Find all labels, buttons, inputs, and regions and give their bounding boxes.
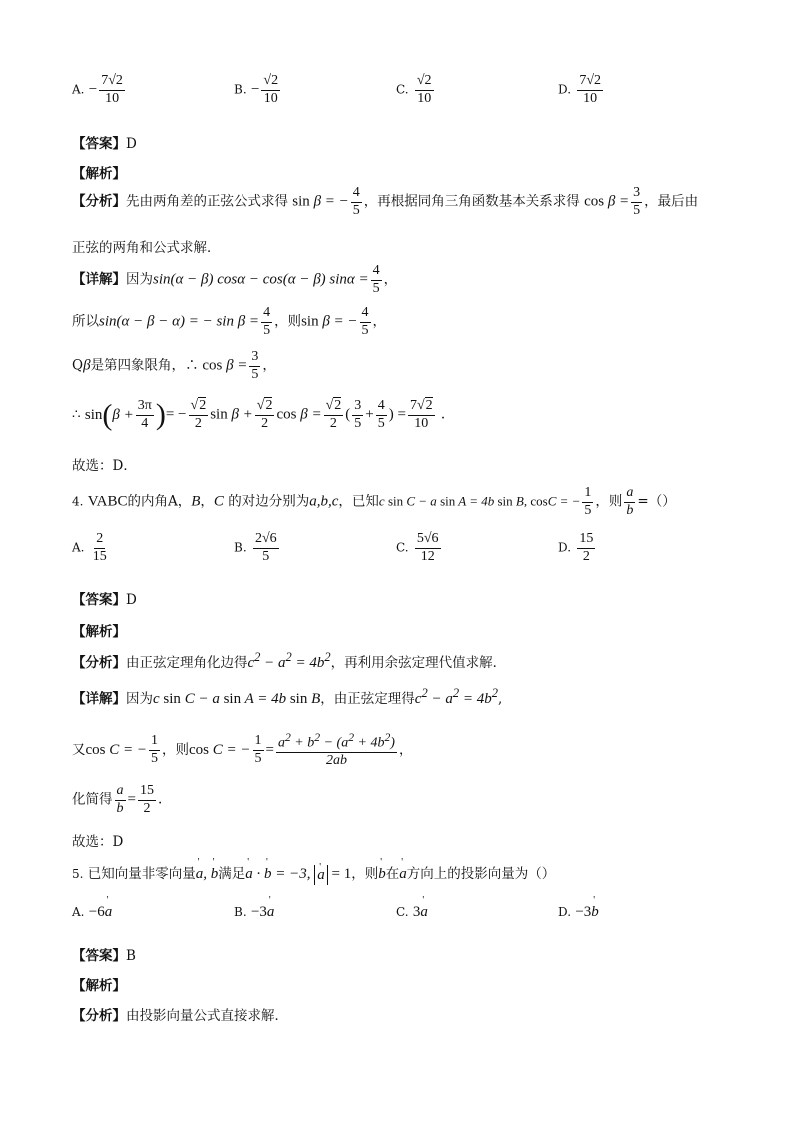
q4-option-d [558, 532, 597, 564]
q4-fenxi [72, 650, 506, 672]
text: 又 [72, 742, 86, 759]
formula-cos-beta: cos β = [584, 193, 630, 210]
denominator: 10 [417, 90, 432, 106]
text: 的对边分别为 [228, 493, 310, 510]
fraction: $\frac{3}{5}$ [354, 397, 362, 431]
text: ，已知 [338, 493, 379, 510]
option-label: C. [396, 540, 409, 555]
fraction [261, 74, 280, 106]
q3-fenxi-line-2 [72, 236, 221, 256]
numerator: 2 [94, 532, 105, 549]
formula: sin(α − β − α) = − sin β = [99, 313, 260, 330]
text: ，再根据同角三角函数基本关系求得 [363, 193, 580, 210]
fraction: $\frac{4}{5}$ [352, 185, 360, 218]
text: 方向上的投影向量为（） [406, 866, 556, 882]
q4-conclusion [72, 830, 123, 850]
fraction [91, 532, 109, 564]
q3-answer [72, 132, 137, 152]
fenxi-tag: 【分析】 [72, 1008, 126, 1024]
denominator: 5 [262, 548, 270, 564]
text: ，则 [595, 493, 623, 510]
fraction: $\frac{a}{b}$ [116, 783, 124, 816]
text: 由正弦定理角化边得 [126, 655, 248, 671]
option-label: B. [234, 540, 247, 555]
fraction [415, 74, 434, 106]
q3-xiangjie-line-2: 所以sin(α − β − α) = − sin β = $\frac{4}{5}$ ，则sin β = − $\frac{4}{5}$ ， [72, 305, 387, 338]
text: 因为 [126, 691, 153, 707]
q3-option-c [396, 74, 436, 106]
q5-option-d: D. −3' b [558, 904, 599, 921]
q4-answer [72, 588, 137, 608]
fraction [577, 532, 595, 564]
magnitude-a: ' a [314, 865, 328, 885]
answer-tag: 【答案】 [72, 592, 126, 608]
denominator: 12 [420, 548, 435, 564]
sign: − [88, 81, 98, 98]
q5-stem: 5. 已知向量非零向量' a, ' b满足' a · ' b = −3, ' a = 1，则' b在' a方向上的投影向量为（） [72, 862, 555, 885]
text: ，由正弦定理得 [320, 691, 415, 707]
text: 在 [385, 866, 400, 882]
q4-xiangjie-line-1: 【详解】因为c sin C − a sin A = 4b sin B，由正弦定理得$c^2 - a^2 = 4b^2$, [72, 686, 503, 707]
therefore-symbol: ∴ [185, 357, 199, 374]
q5-option-a: A. −6' a [72, 904, 112, 921]
q3-option-a [72, 74, 127, 106]
text: ，最后由 [644, 193, 699, 210]
q3-fenxi-line-1 [72, 186, 698, 218]
fraction: $\frac{1}{5}$ [584, 485, 592, 518]
fraction [99, 74, 125, 106]
text: 先由两角差的正弦公式求得 [126, 193, 288, 210]
formula: cos β = [202, 357, 248, 374]
analysis-tag: 【解析】 [72, 624, 126, 640]
option-value: −3 [250, 904, 267, 920]
text: 的内角 [127, 493, 168, 510]
answer-value: D [126, 136, 137, 152]
option-value: −3 [575, 904, 592, 920]
fraction: $\frac{1}{5}$ [151, 733, 158, 767]
q3-option-d [558, 74, 605, 106]
q3-option-b [234, 74, 282, 106]
q3-xiangjie-line-1: 【详解】因为sin(α − β) cosα − cos(α − β) sinα = $\frac{4}{5}$ ， [72, 263, 398, 296]
q4-analysis-tag [72, 620, 126, 640]
answer-tag: 【答案】 [72, 948, 126, 964]
q5-option-c: C. 3' a [396, 904, 428, 921]
condition-formula: c sin C − a sin A = 4b sin B, cosC = − [378, 493, 581, 509]
fraction: $\frac{15}{2}$ [139, 783, 154, 816]
xiangjie-tag: 【详解】 [72, 691, 126, 707]
formula: c sin C − a sin A = 4b sin B [153, 691, 321, 707]
fraction: $\frac{3}{5}$ [633, 185, 641, 218]
text: 所以 [72, 313, 99, 330]
fraction: $\frac{4}{5}$ [377, 397, 385, 431]
numerator: 15 [577, 532, 595, 549]
text: ，则 [162, 742, 189, 759]
answer-value: B [126, 948, 136, 964]
fraction: $\frac{√2}{2}$ [256, 397, 273, 431]
formula: $c^2 - a^2 = 4b^2$ [247, 650, 331, 671]
formula: sin β = − [301, 313, 358, 330]
fraction [253, 532, 279, 564]
option-value: 3 [412, 904, 421, 920]
analysis-tag: 【解析】 [72, 166, 126, 182]
q5-fenxi [72, 1004, 288, 1024]
formula: $c^2 - a^2 = 4b^2$ [414, 686, 498, 707]
fraction: $\frac{a}{b}$ [626, 485, 634, 518]
numerator: 7√2 [99, 74, 125, 91]
text: =（） [637, 493, 676, 510]
q3-conclusion [72, 454, 137, 474]
fraction: $\frac{√2}{2}$ [325, 397, 342, 431]
formula: cos C = − [85, 742, 147, 759]
q3-analysis-tag [72, 162, 126, 182]
q3-xiangjie-line-3: Qβ是第四象限角，∴ cos β = $\frac{3}{5}$ ， [72, 349, 276, 382]
sign: − [250, 81, 260, 98]
formula-sin-beta: sin β = − [292, 193, 349, 210]
option-label: C. [396, 905, 409, 919]
fraction: $\frac{4}{5}$ [361, 305, 369, 338]
q4-xiangjie-line-3: 化简得 $\frac{a}{b}$ = $\frac{15}{2}$ . [72, 783, 163, 816]
fraction: $\frac{4}{5}$ [372, 263, 380, 296]
q5-answer [72, 944, 136, 964]
q4-option-b [234, 532, 281, 564]
analysis-tag: 【解析】 [72, 978, 126, 994]
q3-xiangjie-line-4: ∴ sin(β + $\frac{3\pi}{4}$ )= − $\frac{√2}{2}$ sin β + $\frac{√2}{2}$ cos β = $\frac{√2}{2}$ ( $\frac{3}{5}$ + $\frac{4}{5}$ ) = $\frac{7√2}{10}$ . [72, 397, 446, 432]
text: ，则 [351, 866, 379, 882]
option-label: D. [558, 82, 572, 97]
denominator: 10 [583, 90, 598, 106]
fraction [577, 74, 603, 106]
q4-stem: 4. VABC的内角A，B，C 的对边分别为a,b,c，已知c sin C − a sin A = 4b sin B, cosC = − $\frac{1}{5}$ ，则 $\frac{a}{b}$ =（） [72, 485, 676, 518]
q4-option-c [396, 532, 443, 564]
q4-xiangjie-line-2: 又cos C = − $\frac{1}{5}$ ，则cos C = − $\frac{1}{5}$ = $\frac{a^2 + b^2 - (a^2 + 4b^2)}{2ab}$ ， [72, 731, 413, 769]
fenxi-tag: 【分析】 [72, 655, 126, 671]
q4-option-a [72, 532, 111, 564]
answer-value: D [126, 592, 137, 608]
fraction: $\frac{3\pi}{4}$ [137, 397, 152, 431]
option-label: C. [396, 82, 409, 97]
numerator: 7√2 [577, 74, 603, 91]
formula: sin(α − β) cosα − cos(α − β) sinα = [153, 271, 369, 288]
option-label: A. [72, 905, 85, 919]
triangle-symbol: VABC [87, 493, 128, 510]
numerator: √2 [261, 74, 280, 91]
text: 故选：D． [72, 458, 137, 474]
formula: cos C = − [189, 742, 251, 759]
text: 由投影向量公式直接求解． [126, 1008, 288, 1024]
fraction: $\frac{a^2 + b^2 - (a^2 + 4b^2)}{2ab}$ [277, 731, 395, 769]
option-value: −6 [88, 904, 105, 920]
numerator: 2√6 [253, 532, 279, 549]
option-label: D. [558, 905, 572, 919]
denominator: 2 [582, 548, 590, 564]
xiangjie-tag: 【详解】 [72, 271, 126, 288]
text: ，则 [274, 313, 302, 330]
answer-tag: 【答案】 [72, 136, 126, 152]
option-label: B. [234, 905, 247, 919]
q5-analysis-tag [72, 974, 126, 994]
fraction [415, 532, 441, 564]
denominator: 15 [92, 548, 107, 564]
fenxi-tag: 【分析】 [72, 193, 126, 210]
text: ，再利用余弦定理代值求解． [330, 655, 507, 671]
option-label: D. [558, 540, 572, 555]
formula: ' a · ' b = −3, [245, 866, 314, 882]
formula-final: sin(β + [84, 398, 134, 432]
text: Q [72, 357, 84, 374]
text: 正弦的两角和公式求解． [72, 240, 221, 256]
fraction: $\frac{4}{5}$ [263, 305, 271, 338]
option-label: A. [72, 540, 85, 555]
denominator: 10 [263, 90, 278, 106]
text: 因为 [126, 271, 153, 288]
denominator: 10 [105, 90, 120, 106]
fraction: $\frac{1}{5}$ [254, 733, 262, 767]
option-label: A. [72, 82, 85, 97]
fraction: $\frac{√2}{2}$ [190, 397, 207, 431]
text: 已知向量非零向量 [87, 866, 196, 882]
fraction: $\frac{3}{5}$ [251, 349, 259, 382]
option-label: B. [234, 82, 247, 97]
question-number: 4. [72, 494, 84, 509]
text: 满足 [218, 866, 246, 882]
text: 是第四象限角， [90, 357, 186, 374]
fraction: $\frac{7√2}{10}$ [409, 397, 433, 431]
numerator: 5√6 [415, 532, 441, 549]
numerator: √2 [415, 74, 434, 91]
question-number: 5. [72, 867, 84, 881]
q5-option-b: B. −3' a [234, 904, 274, 921]
text: 故选：D [72, 834, 124, 850]
text: 化简得 [72, 791, 113, 808]
